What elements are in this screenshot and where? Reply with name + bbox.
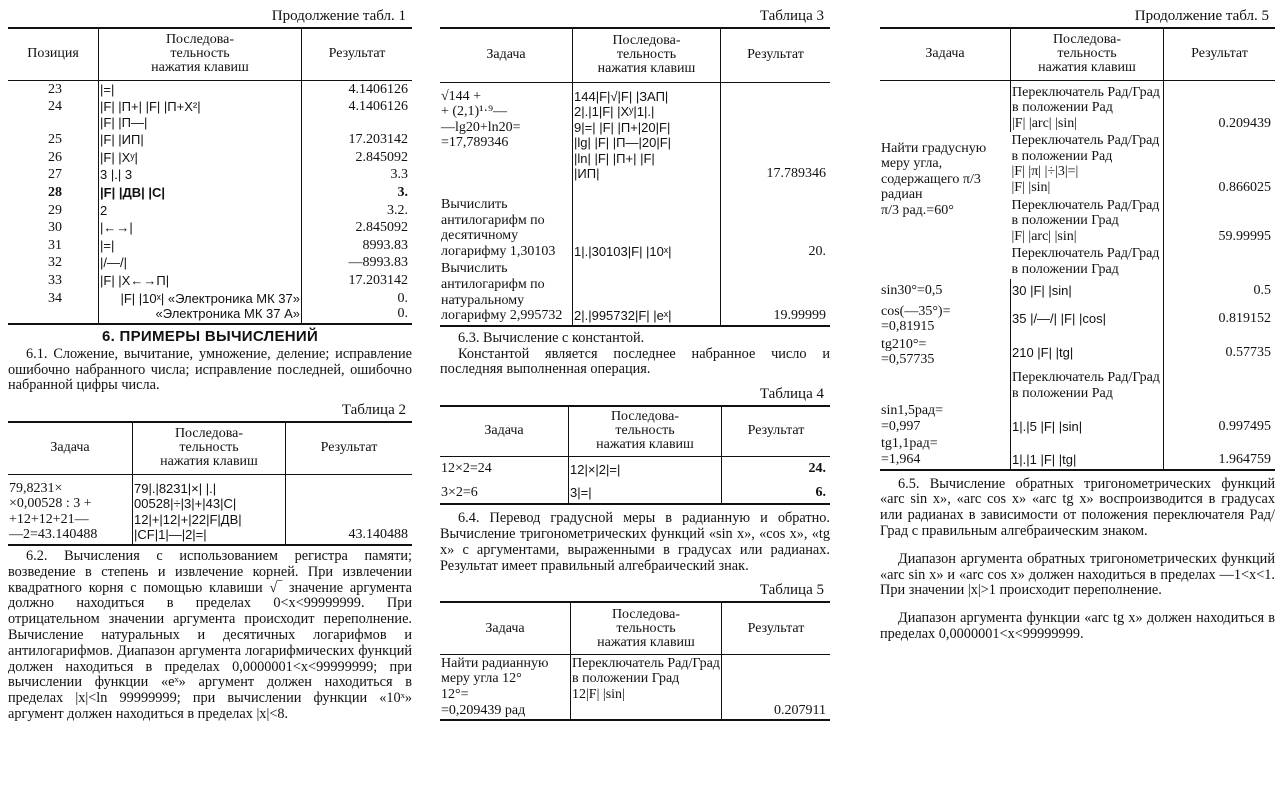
table-3 — [440, 27, 830, 327]
table-row: √144 + + (2,1)¹·⁹— —lg20+ln20= =17,789346 144|F|√|F| |ЗАП| 2|.|1|F| |Xʸ|1|.| 9|=| |F| |П+|20|F| |lg| |F| |П—|20|F| |ln| |F| |П+| |F| |ИП| 17.789346 — [440, 82, 830, 183]
table-caption: Таблица 3 — [759, 8, 824, 24]
paragraph: 6.2. Вычисления с использованием регистра памяти; возведение в степень и извлечение корней. При извлечении квадратного корня с помощью клавиши √‾ значение аргумента должно находиться в пределах 0<x<99999999. При отрицательном значении аргумента происходит переполнение. Вычисление натуральных и десятичных логарифмов и антилогарифмов. Диапазон аргумента логарифмических функций должен находиться в пределах 0,0000001<x<99999999; при вычислении функции «eˣ» аргумент должен находиться в пределах |x|<ln 99999999; при вычислении функции «10ˣ» аргумент должен находиться в пределах |x|<8. — [8, 548, 412, 723]
col-header: Задача — [440, 602, 571, 654]
table-row: Переключатель Рад/Град в положении Рад — [880, 369, 1275, 402]
table-row: sin30°=0,5 30 |F| |sin| 0.5 — [880, 279, 1275, 303]
table-row: 33 |F| |X←→П| 17.203142 — [8, 272, 412, 290]
table-row: 28 |F| |ДВ| |C| 3. — [8, 184, 412, 202]
page-column-right — [880, 0, 1275, 786]
table-row: 24 |F| |П+| |F| |П+X²| |F| |П—| 4.1406126 — [8, 98, 412, 131]
table-row: Вычислить антилогарифм по натуральному логарифму 2,995732 2|.|995732|F| |eˣ| 19.99999 — [440, 260, 830, 325]
table-row: Переключатель Рад/Град в положении Град |F| |arc| |sin| 59.99995 — [880, 197, 1275, 246]
table-row: 31 |=| 8993.83 — [8, 237, 412, 255]
table-5 — [440, 601, 830, 721]
table-row: Переключатель Рад/Град в положении Рад |F| |π| |÷|3|=| |F| |sin| 0.866025 — [880, 132, 1275, 196]
table-row: 27 3 |.| 3 3.3 — [8, 166, 412, 184]
table-row: tg1,1рад= =1,964 1|.|1 |F| |tg| 1.964759 — [880, 435, 1275, 469]
paragraph: 6.5. Вычисление обратных тригонометрических функций «arc sin x», «arc cos x» «arc tg x» воспроизводится в градусах или радианах в зависимости от положения переключателя Рад/Град с правильным алгебраическим знаком. — [880, 475, 1275, 539]
table-row: 3×2=6 3|=| 6. — [440, 482, 830, 504]
table-row: Вычислить антилогарифм по десятичному логарифму 1,30103 1|.|30103|F| |10ˣ| 20. — [440, 183, 830, 260]
table-row: cos(—35°)= =0,81915 35 |/—/| |F| |cos| 0.819152 — [880, 303, 1275, 336]
table-row: Переключатель Рад/Град в положении Град — [880, 245, 1275, 278]
table-row: tg210°= =0,57735 210 |F| |tg| 0.57735 — [880, 336, 1275, 369]
col-header: Последова- тельность нажатия клавиш — [133, 422, 286, 474]
table-caption: Продолжение табл. 1 — [271, 8, 406, 24]
table-row: 26 |F| |Xʸ| 2.845092 — [8, 149, 412, 167]
col-header: Результат — [722, 406, 831, 456]
table-row: 32 |/—/| —8993.83 — [8, 254, 412, 272]
paragraph: Диапазон аргумента обратных тригонометрических функций «arc sin x» и «arc cos x» должен находиться в пределах —1<x<1. При значении |x|>1 происходит переполнение. — [880, 550, 1275, 599]
paragraph: Диапазон аргумента функции «arc tg x» должен находиться в пределах 0,0000001<x<99999999. — [880, 610, 1275, 642]
col-header: Результат — [721, 28, 831, 82]
paragraph-title: 6.3. Вычисление с константой. — [458, 329, 645, 346]
table-caption: Таблица 2 — [341, 402, 406, 419]
col-header: Результат — [302, 28, 413, 80]
table-row: 34 |F| |10ˣ| «Электроника МК 37» «Электроника МК 37 А» 0. 0. — [8, 290, 412, 324]
col-header: Последова- тельность нажатия клавиш — [573, 28, 721, 82]
table-row: 30 |←→| 2.845092 — [8, 219, 412, 237]
section-title: 6. ПРИМЕРЫ ВЫЧИСЛЕНИЙ — [101, 327, 319, 345]
table-4 — [440, 405, 830, 505]
paragraph: 6.4. Перевод градусной меры в радианную и обратно. Вычисление тригонометрических функций «sin x», «cos x», «tg x» с аргументами, выраженными в градусах или радианах. Результат имеет правильный алгебраический знак. — [440, 510, 830, 574]
paragraph: 6.1. Сложение, вычитание, умножение, деление; исправление ошибочно набранного числа; исправление последней, ошибочно набранной цифры числа. — [8, 345, 412, 394]
page-column-left — [8, 0, 412, 786]
table-row: Найти радианную меру угла 12° 12°= =0,209439 рад Переключатель Рад/Град в положении Град 12|F| |sin| 0.207911 — [440, 654, 830, 720]
col-header: Результат — [286, 422, 413, 474]
col-header: Позиция — [8, 28, 99, 80]
col-header: Задача — [8, 422, 133, 474]
table-caption: Продолжение табл. 5 — [1134, 8, 1269, 24]
table-row: 23 |=| 4.1406126 — [8, 80, 412, 98]
table-2 — [8, 421, 412, 546]
page-column-middle — [440, 0, 830, 786]
table-5-continued — [880, 27, 1275, 471]
col-header: Задача — [880, 28, 1011, 80]
col-header: Последова- тельность нажатия клавиш — [99, 28, 302, 80]
col-header: Результат — [722, 602, 831, 654]
table-row: Найти градусную меру угла, содержащего π/3 радиан π/3 рад.=60° Переключатель Рад/Град в положении Рад |F| |arc| |sin| 0.209439 — [880, 80, 1275, 132]
col-header: Результат — [1164, 28, 1276, 80]
col-header: Последова- тельность нажатия клавиш — [1011, 28, 1164, 80]
col-header: Задача — [440, 406, 569, 456]
table-row: 79,8231× ×0,00528 : 3 + +12+12+21— —2=43.140488 79|.|8231|×| |.| 00528|÷|3|+|43|C| 12|+|12|+|22|F|ДВ| |CF|1|—|2|=| 43.140488 — [8, 474, 412, 545]
table-row: 29 2 3.2. — [8, 202, 412, 220]
table-row: sin1,5рад= =0,997 1|.|5 |F| |sin| 0.997495 — [880, 402, 1275, 435]
paragraph: Константой является последнее набранное число и последняя выполненная операция. — [440, 345, 830, 378]
table-caption: Таблица 4 — [759, 386, 824, 403]
col-header: Задача — [440, 28, 573, 82]
col-header: Последова- тельность нажатия клавиш — [569, 406, 722, 456]
col-header: Последова- тельность нажатия клавиш — [571, 602, 722, 654]
table-caption: Таблица 5 — [759, 582, 824, 599]
table-row: 25 |F| |ИП| 17.203142 — [8, 131, 412, 149]
table-1-continued — [8, 27, 412, 325]
table-row: 12×2=24 12|×|2|=| 24. — [440, 456, 830, 482]
